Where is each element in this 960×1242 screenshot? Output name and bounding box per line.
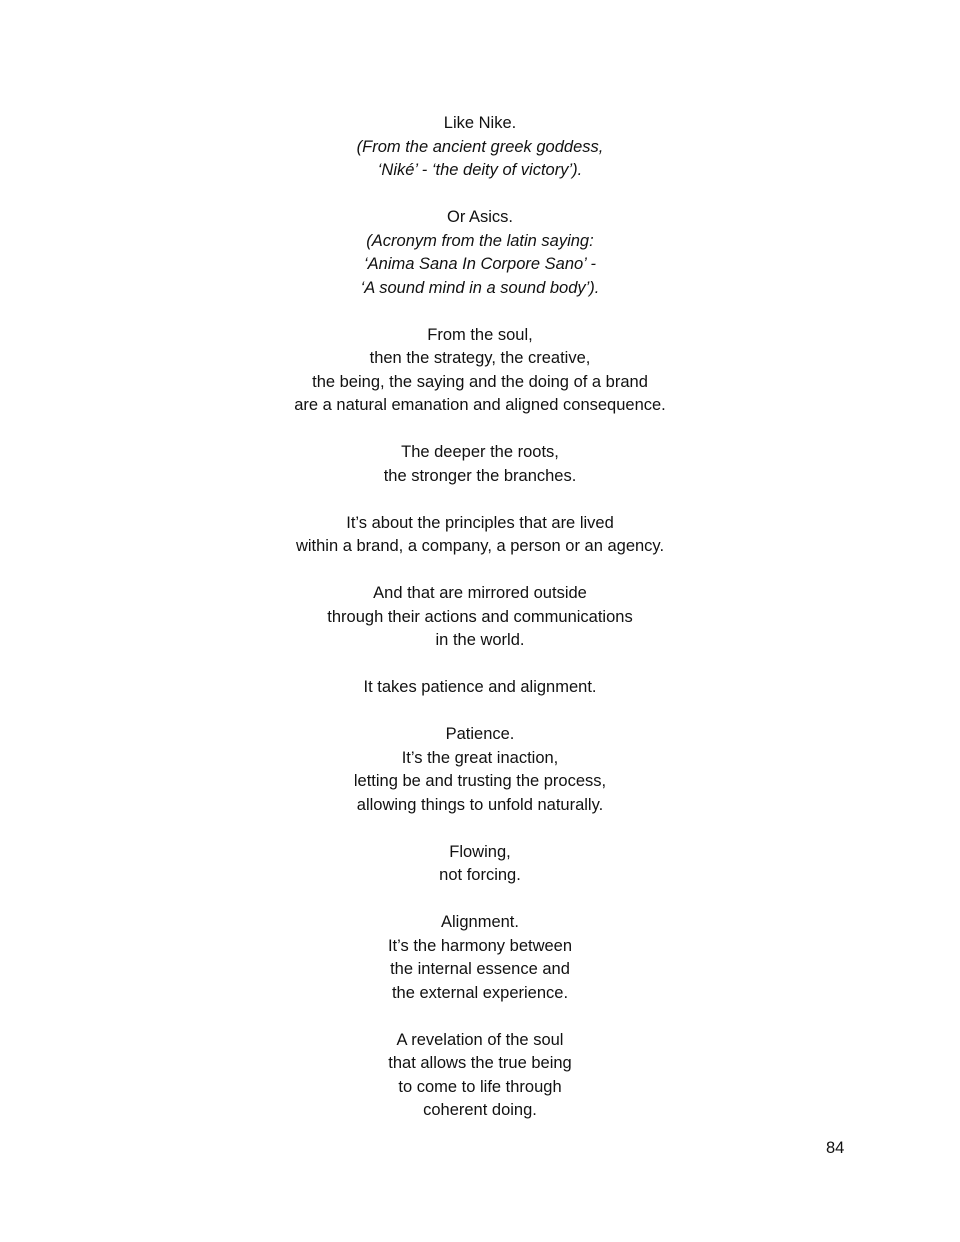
text-line: Flowing, <box>449 842 511 861</box>
stanza <box>0 911 960 1005</box>
text-line: ‘Niké’ - ‘the deity of victory’). <box>377 161 583 179</box>
text-line: are a natural emanation and aligned consequence. <box>294 396 666 414</box>
text-line: that allows the true being <box>388 1054 572 1072</box>
text-line: It’s the harmony between <box>387 936 573 955</box>
text-line: then the strategy, the creative, <box>369 349 591 367</box>
text-line: And that are mirrored outside <box>373 584 587 602</box>
text-line: It’s the great inaction, <box>401 748 559 767</box>
text-line: The deeper the roots, <box>401 443 559 461</box>
text-line: (Acronym from the latin saying: <box>366 231 594 250</box>
text-line: letting be and trusting the process, <box>353 772 607 790</box>
text-line: (From the ancient greek goddess, <box>356 137 604 156</box>
stanza <box>0 441 960 488</box>
text-line: A revelation of the soul <box>396 1030 564 1049</box>
text-line: to come to life through <box>398 1077 562 1096</box>
stanza <box>0 206 960 300</box>
stanza <box>0 112 960 183</box>
text-line: the internal essence and <box>390 960 570 978</box>
stanza <box>0 1029 960 1123</box>
text-line: Patience. <box>445 725 515 743</box>
text-line: It’s about the principles that are lived <box>346 513 614 532</box>
text-line: Alignment. <box>441 913 519 931</box>
page-number: 84 <box>826 1139 845 1157</box>
text-line: ‘Anima Sana In Corpore Sano’ - <box>363 255 597 273</box>
text-line: the stronger the branches. <box>383 466 577 485</box>
stanza <box>0 676 960 700</box>
stanza <box>0 841 960 888</box>
text-line: through their actions and communications <box>327 607 633 626</box>
stanza <box>0 723 960 817</box>
text-line: Like Nike. <box>443 114 517 132</box>
stanza <box>0 324 960 418</box>
stanza <box>0 512 960 559</box>
text-line: the being, the saying and the doing of a brand <box>312 372 648 391</box>
text-line: ‘A sound mind in a sound body’). <box>360 278 600 297</box>
text-line: in the world. <box>435 631 525 649</box>
text-line: coherent doing. <box>423 1101 537 1119</box>
text-line: Or Asics. <box>446 208 513 226</box>
text-line: within a brand, a company, a person or an agency. <box>295 537 665 555</box>
poem-text-column <box>0 112 960 1146</box>
text-line: not forcing. <box>439 866 521 884</box>
text-line: It takes patience and alignment. <box>363 678 597 696</box>
text-line: From the soul, <box>427 325 533 344</box>
text-line: allowing things to unfold naturally. <box>356 795 604 814</box>
text-line: the external experience. <box>391 983 569 1002</box>
stanza <box>0 582 960 653</box>
